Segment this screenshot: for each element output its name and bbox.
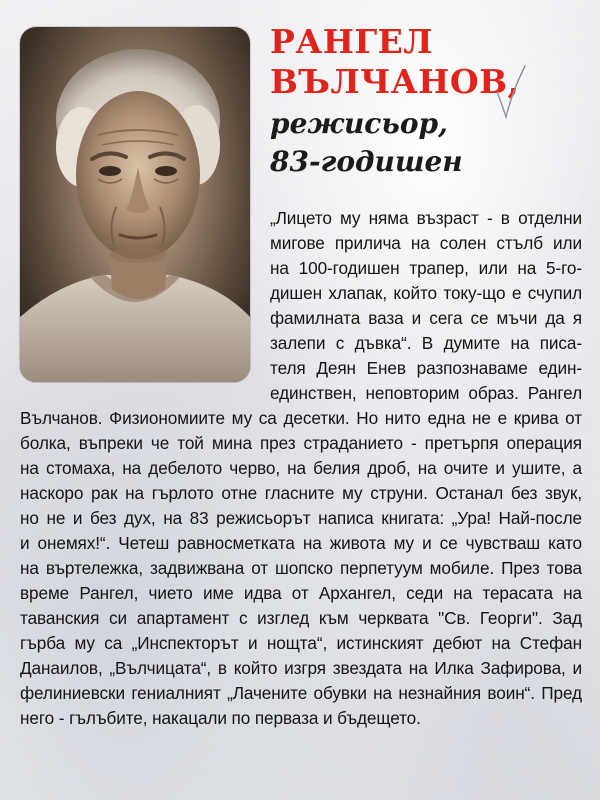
person-role — [270, 105, 463, 181]
text-line: на 100-годишен трапер, или на 5-го- — [270, 258, 582, 278]
text-line: него - гълъбите, накацали по перваза и бъдещето. — [20, 708, 421, 728]
text-line: наскоро рак на гърлото отне гласните му струни. Останал без звук, — [20, 483, 582, 503]
text-line: фелиниевски гениалният „Лачените обувки на незнайния воин“. Пред — [20, 683, 582, 703]
person-name — [270, 22, 519, 102]
text-line: и онемях!“. Четеш равносметката на живота му и се чувстваш като — [20, 533, 582, 553]
article-text-beside-photo — [270, 206, 582, 406]
text-line: залепи с дъвка“. В думите на писа- — [270, 333, 582, 353]
text-line: теля Деян Енев разпознаваме един- — [270, 358, 582, 378]
text-line: дишен хлапак, който току-що е счупил — [270, 283, 582, 303]
text-line: мигове прилича на солен стълб или — [270, 233, 582, 253]
text-line: време Рангел, чието име идва от Архангел, седи на терасата на — [20, 583, 582, 603]
name-line-2: ВЪЛЧАНОВ, — [270, 62, 520, 101]
text-line: на въртележка, задвижвана от шопско перпетуум мобиле. През това — [20, 558, 582, 578]
text-line: гърба му са „Инспекторът и нощта“, истинският дебют на Стефан — [20, 633, 582, 653]
article-text-full-width — [20, 406, 582, 731]
text-line: на стомаха, на дебелото черво, на белия дроб, на очите и ушите, а — [20, 458, 582, 478]
role-line-1: режисьор, — [270, 107, 448, 140]
portrait-illustration — [20, 27, 250, 382]
text-line: таванския си апартамент с изглед към черквата "Св. Георги". Зад — [20, 608, 582, 628]
text-line: болка, въпреки че той мина през страданието - претърпя операция — [20, 433, 582, 453]
text-line: „Лицето му няма възраст - в отделни — [270, 208, 582, 228]
text-line: Вълчанов. Физиономиите му са десетки. Но нито една не е крива от — [20, 408, 582, 428]
text-line: единствен, неповторим образ. Рангел — [270, 383, 582, 403]
role-line-2: 83-годишен — [270, 145, 463, 178]
portrait-photo — [20, 27, 250, 382]
name-line-1: РАНГЕЛ — [270, 22, 433, 61]
text-line: фамилната ваза и сега се мъчи да я — [270, 308, 582, 328]
text-line: Данаилов, „Вълчицата“, в който изгря звездата на Илка Зафирова, и — [20, 658, 582, 678]
handwritten-check-icon — [494, 62, 528, 122]
text-line: но не и без дух, на 83 режисьорът написа книгата: „Ура! Най-после — [20, 508, 582, 528]
